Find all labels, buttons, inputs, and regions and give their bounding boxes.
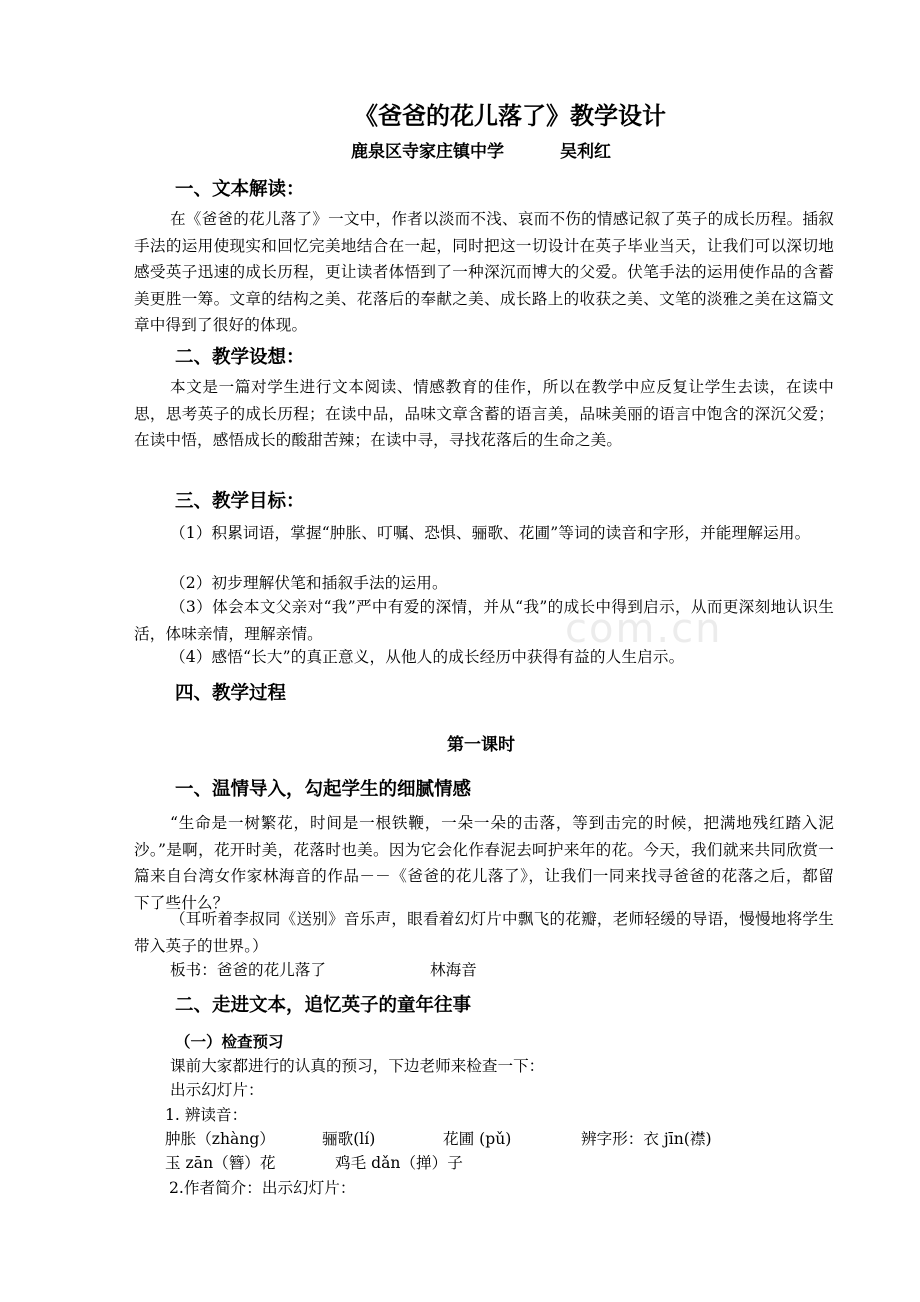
- section-2-text: 本文是一篇对学生进行文本阅读、情感教育的佳作，所以在教学中应反复让学生去读，在读中思，思考英子的成长历程；在读中品，品味文章含蓄的语言美，品味美丽的语言中饱含的深沉父爱；在读中悟，感悟成长的酸甜苦辣；在读中寻，寻找花落后的生命之美。: [134, 378, 834, 449]
- preview-line-2: 出示幻灯片：: [170, 1081, 264, 1099]
- goal-2: （2）初步理解伏笔和插叙手法的运用。: [170, 574, 448, 592]
- word-3: 花圃 (pǔ): [443, 1130, 512, 1148]
- preview-line-1: 课前大家都进行的认真的预习，下边老师来检查一下：: [170, 1057, 545, 1075]
- word-5: 玉 zān（簪）花: [165, 1154, 276, 1172]
- word-4: 辨字形：衣 jīn(襟): [581, 1130, 712, 1148]
- goal-4: （4）感悟“长大”的真正意义，从他人的成长经历中获得有益的人生启示。: [170, 648, 685, 666]
- part-heading-1: 一、温情导入，勾起学生的细腻情感: [175, 779, 472, 800]
- goal-1: （1）积累词语，掌握“肿胀、叮嘱、恐惧、骊歌、花圃”等词的读音和字形，并能理解运用。: [170, 524, 811, 542]
- section-heading-1: 一、文本解读：: [175, 179, 305, 200]
- section-heading-4: 四、教学过程: [175, 683, 287, 704]
- goal-3: （3）体会本文父亲对“我”严中有爱的深情，并从“我”的成长中得到启示，从而更深刻地认识生活，体味亲情，理解亲情。: [134, 598, 834, 643]
- part-heading-2: 二、走进文本，追忆英子的童年往事: [175, 995, 472, 1016]
- section-heading-2: 二、教学设想：: [175, 347, 305, 368]
- section-heading-3: 三、教学目标：: [175, 491, 305, 512]
- school-name: 鹿泉区寺家庄镇中学: [351, 142, 504, 162]
- intro-note: （耳听着李叔同《送别》音乐声，眼看着幻灯片中飘飞的花瓣，老师轻缓的导语，慢慢地将学生带入英子的世界。）: [134, 910, 834, 955]
- page-title: 《爸爸的花儿落了》教学设计: [354, 102, 666, 130]
- item-2: 2.作者简介：出示幻灯片：: [169, 1179, 356, 1197]
- board-author: 林海音: [430, 961, 477, 979]
- board-title: 板书：爸爸的花儿落了: [170, 961, 326, 979]
- section-1-text: 在《爸爸的花儿落了》一文中，作者以淡而不浅、哀而不伤的情感记叙了英子的成长历程。插叙手法的运用使现实和回忆完美地结合在一起，同时把这一切设计在英子毕业当天，让我们可以深切地感受英子迅速的成长历程，更让读者体悟到了一种深沉而博大的父爱。伏笔手法的运用使作品的含蓄美更胜一筹。文章的结构之美、花落后的奉献之美、成长路上的收获之美、文笔的淡雅之美在这篇文章中得到了很好的体现。: [134, 210, 834, 334]
- item-1: 1. 辨读音：: [165, 1106, 248, 1124]
- author-name: 吴利红: [560, 142, 611, 162]
- word-2: 骊歌(lí): [322, 1130, 376, 1148]
- intro-text: “生命是一树繁花，时间是一根铁鞭，一朵一朵的击落，等到击完的时候，把满地残红踏入泥沙。”是啊，花开时美，花落时也美。因为它会化作春泥去呵护来年的花。今天，我们就来共同欣赏一篇来自台湾女作家林海音的作品－－《爸爸的花儿落了》，让我们一同来找寻爸爸的花落之后，都留下了些什么？: [134, 814, 834, 912]
- sub-heading-1: （一）检查预习: [175, 1033, 284, 1051]
- lesson-heading: 第一课时: [447, 735, 515, 755]
- author-line: [351, 137, 611, 162]
- watermark: com.cn: [565, 606, 723, 652]
- word-6: 鸡毛 dǎn（掸）子: [335, 1154, 463, 1172]
- word-1: 肿胀（zhàng）: [165, 1130, 275, 1148]
